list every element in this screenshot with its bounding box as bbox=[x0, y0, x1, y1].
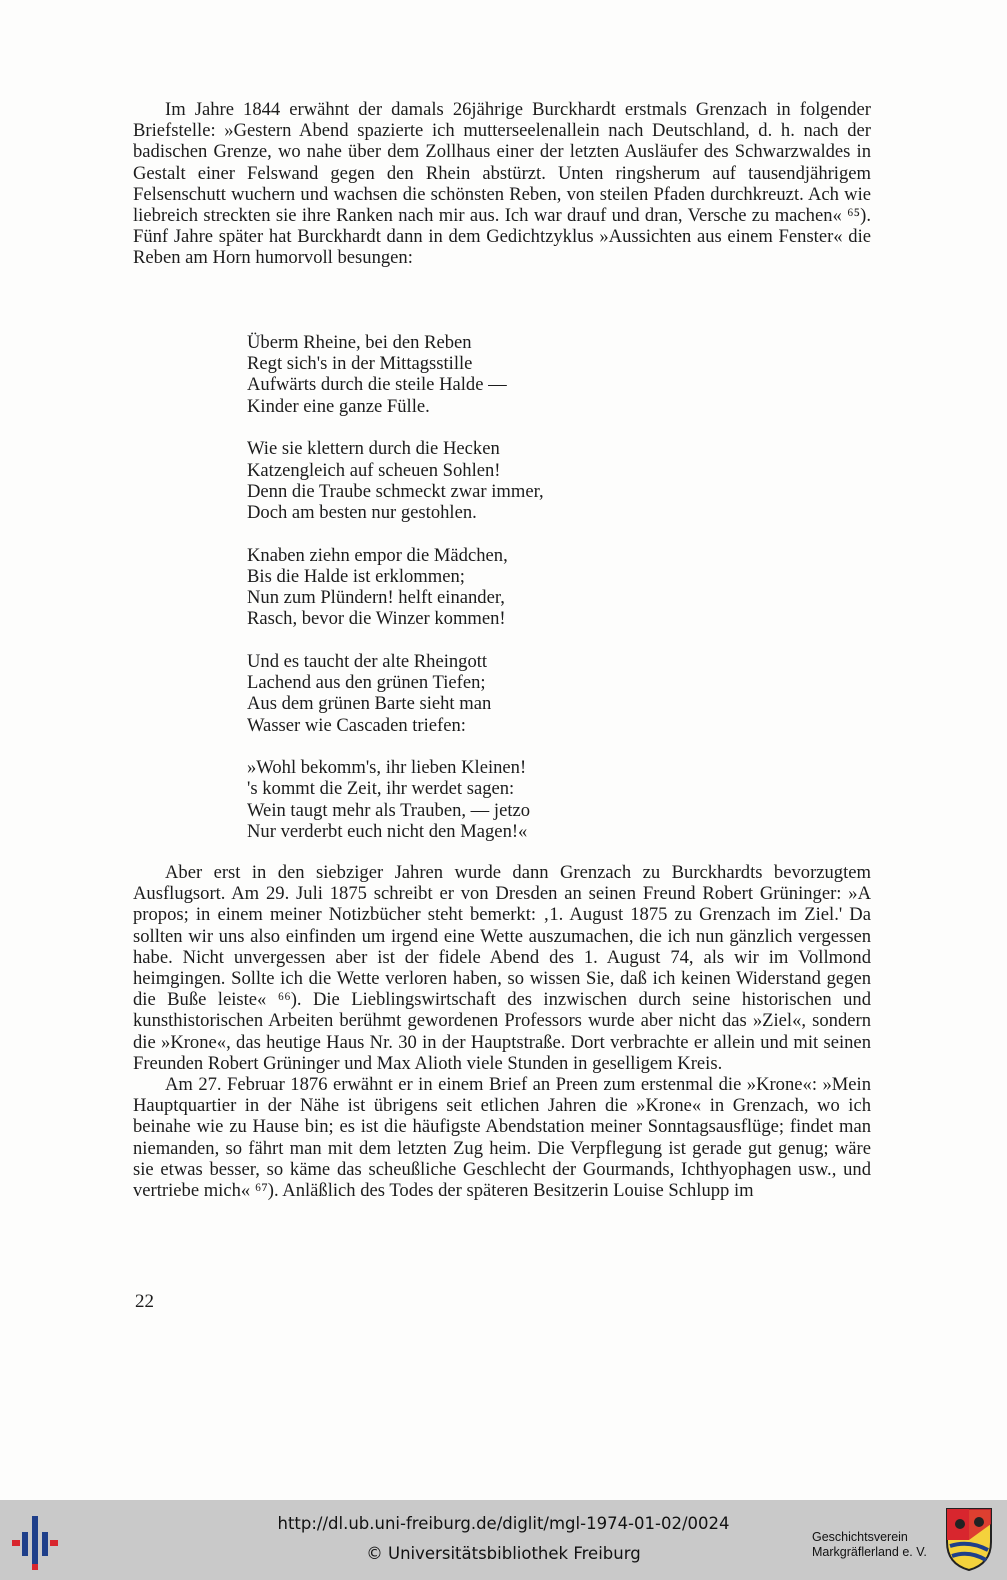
poem-line: Aufwärts durch die steile Halde — bbox=[247, 374, 507, 396]
poem-line: Und es taucht der alte Rheingott bbox=[247, 650, 488, 672]
poem-stanza-1 bbox=[247, 332, 544, 417]
footer-copyright: © Universitätsbibliothek Freiburg bbox=[366, 1544, 641, 1563]
poem-line: Regt sich's in der Mittagsstille bbox=[247, 353, 473, 375]
poem-stanza-3 bbox=[247, 545, 544, 630]
poem-line: Wein taugt mehr als Trauben, — jetzo bbox=[247, 799, 531, 821]
poem-line: Rasch, bevor die Winzer kommen! bbox=[247, 608, 506, 630]
paragraph-preen-letter: Am 27. Februar 1876 erwähnt er in einem Brief an Preen zum erstenmal die »Krone«: »Mein Hauptquartier in der Nähe ist übrigens seit etlichen Jahren die »Krone« in Grenzach, wo ich beinahe wie zu Hause bin; es ist die häufigste Abendstation meiner Sonntagsausflüge; findet man niemanden, so fährt man mit dem letzten Zug heim. Die Verpflegung ist gerade gut genug; wäre sie etwas besser, so käme das scheußliche Geschlecht der Gourmands, Ichthyophagen usw., und vertriebe mich« ⁶⁷). Anläßlich des Todes der späteren Besitzerin Louise Schlupp im bbox=[133, 1074, 871, 1202]
poem-line: 's kommt die Zeit, ihr werdet sagen: bbox=[247, 778, 515, 800]
poem-line: Kinder eine ganze Fülle. bbox=[247, 395, 430, 417]
page-number: 22 bbox=[135, 1291, 154, 1312]
society-name-line2: Markgräflerland e. V. bbox=[812, 1545, 927, 1559]
paragraph-krone: Aber erst in den siebziger Jahren wurde dann Grenzach zu Burckhardts bevorzugtem Ausflugsort. Am 29. Juli 1875 schreibt er von Dresden an seinen Freund Robert Grüninger: »A propos; in einem meiner Notizbücher steht bemerkt: ‚1. August 1875 zu Grenzach im Ziel.' Da sollten wir uns also einfinden um irgend eine Wette auszumachen, die ich nun gänzlich vergessen habe. Nicht unvergessen aber ist der fidele Abend des 1. August 74, als wir im Vollmond heimgingen. Sollte ich die Wette verloren haben, so wissen Sie, daß ich keinen Widerstand gegen die Buße leiste« ⁶⁶). Die Lieblingswirtschaft des inzwischen durch seine historischen und kunsthistorischen Arbeiten berühmt gewordenen Professors wurde aber nicht das »Ziel«, sondern die »Krone«, das heutige Haus Nr. 30 in der Hauptstraße. Dort verbrachte er allein und mit seinen Freunden Robert Grüninger und Max Alioth viele Stunden in geselligem Kreis. bbox=[133, 862, 871, 1074]
footer-url-link[interactable]: http://dl.ub.uni-freiburg.de/diglit/mgl-1974-01-02/0024 bbox=[277, 1514, 730, 1533]
poem-line: Nur verderbt euch nicht den Magen!« bbox=[247, 820, 528, 842]
poem-line: Nun zum Plündern! helft einander, bbox=[247, 587, 505, 609]
poem-stanza-2 bbox=[247, 438, 544, 523]
poem-line: Denn die Traube schmeckt zwar immer, bbox=[247, 480, 544, 502]
paragraph-intro: Im Jahre 1844 erwähnt der damals 26jährige Burckhardt erstmals Grenzach in folgender Briefstelle: »Gestern Abend spazierte ich mutterseelenallein nach Deutschland, d. h. nach der badischen Grenze, wo nahe über dem Zollhaus einer der letzten Ausläufer des Schwarzwaldes in Gestalt einer Felswand gegen den Rhein abstürzt. Unten ringsherum auf tausendjährigem Felsenschutt wuchern und wachsen die schönsten Reben, von steilen Pfaden durchkreuzt. Ach wie liebreich streckten sie ihre Ranken nach mir aus. Ich war drauf und dran, Versche zu machen« ⁶⁵). Fünf Jahre später hat Burckhardt dann in dem Gedichtzyklus »Aussichten aus einem Fenster« die Reben am Horn humorvoll besungen: bbox=[133, 99, 871, 269]
poem-line: Knaben ziehn empor die Mädchen, bbox=[247, 544, 508, 566]
poem-line: Katzengleich auf scheuen Sohlen! bbox=[247, 459, 501, 481]
poem-line: Bis die Halde ist erklommen; bbox=[247, 565, 465, 587]
poem-line: Wie sie klettern durch die Hecken bbox=[247, 438, 500, 460]
poem-stanza-5 bbox=[247, 757, 544, 842]
poem-line: Aus dem grünen Barte sieht man bbox=[247, 693, 492, 715]
society-name-line1: Geschichtsverein bbox=[812, 1530, 908, 1544]
society-name bbox=[812, 1530, 940, 1560]
poem bbox=[247, 332, 544, 864]
footer-bar bbox=[0, 1500, 1007, 1580]
poem-line: Lachend aus den grünen Tiefen; bbox=[247, 672, 486, 694]
poem-line: Doch am besten nur gestohlen. bbox=[247, 501, 477, 523]
poem-line: Wasser wie Cascaden triefen: bbox=[247, 714, 466, 736]
poem-line: Überm Rheine, bei den Reben bbox=[247, 332, 472, 353]
poem-line: »Wohl bekomm's, ihr lieben Kleinen! bbox=[247, 757, 527, 779]
poem-stanza-4 bbox=[247, 651, 544, 736]
text-column-bottom bbox=[133, 862, 871, 1201]
coat-of-arms-icon bbox=[944, 1506, 994, 1572]
text-column-top bbox=[133, 99, 871, 269]
